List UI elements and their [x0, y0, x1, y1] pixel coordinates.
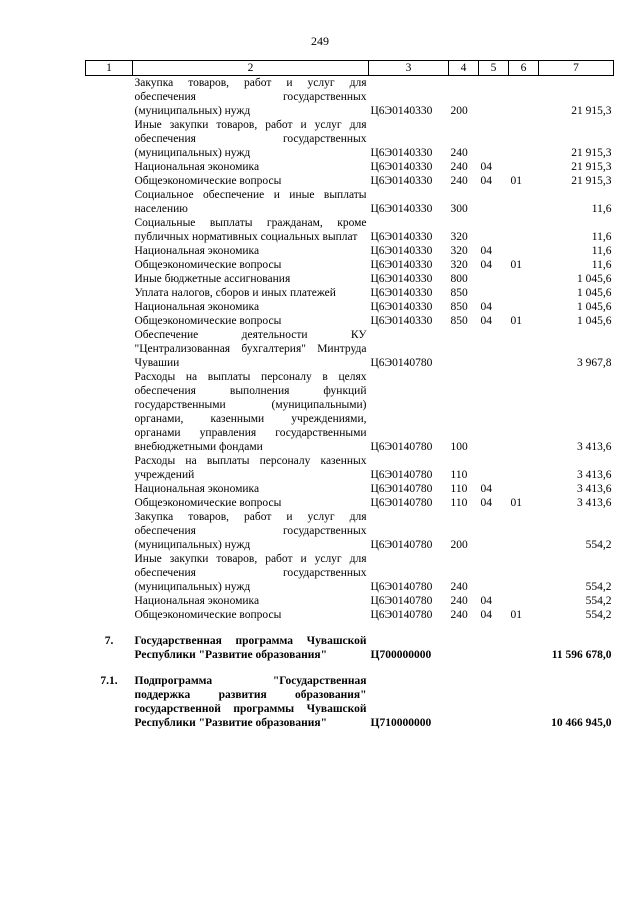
row-subsection: [509, 272, 539, 286]
row-subsection: [509, 300, 539, 314]
row-section: 04: [480, 609, 492, 621]
row-subsection: [509, 674, 539, 730]
row-name: Государственная программа Чувашской Республики "Развитие образования": [134, 635, 367, 661]
row-subsection: [509, 594, 539, 608]
row-amount: 21 915,3: [571, 105, 612, 117]
header-col-5: 5: [479, 61, 509, 76]
row-amount: 554,2: [585, 539, 612, 551]
row-expense-type: 240: [450, 175, 468, 187]
row-amount: 11 596 678,0: [551, 649, 612, 661]
row-amount: 1 045,6: [577, 301, 612, 313]
row-amount: 11,6: [591, 245, 612, 257]
table-row: [86, 244, 614, 258]
spacer-row: [86, 622, 614, 634]
row-subsection: [509, 216, 539, 244]
row-name: Национальная экономика: [134, 301, 260, 313]
table-row: [86, 300, 614, 314]
table-row: [86, 594, 614, 608]
table-row: [86, 482, 614, 496]
row-section: [479, 634, 509, 662]
table-row: [86, 510, 614, 552]
row-subsection: [509, 118, 539, 160]
row-amount: 1 045,6: [577, 273, 612, 285]
row-name: Уплата налогов, сборов и иных платежей: [134, 287, 336, 299]
table-row: [86, 76, 614, 119]
row-number: [86, 174, 133, 188]
row-amount: 21 915,3: [571, 175, 612, 187]
row-number: [86, 314, 133, 328]
row-target-code: Ц6Э0140330: [370, 203, 433, 215]
row-subsection: [509, 482, 539, 496]
row-number: [86, 552, 133, 594]
row-subsection: [509, 160, 539, 174]
row-subsection: 01: [510, 315, 522, 327]
row-subsection: [509, 76, 539, 119]
row-expense-type: 320: [450, 245, 468, 257]
row-target-code: Ц6Э0140780: [370, 609, 433, 621]
row-name: Социальные выплаты гражданам, кроме публичных нормативных социальных выплат: [134, 217, 367, 243]
page-number: 249: [311, 34, 329, 48]
row-number: [86, 370, 133, 454]
row-subsection: [509, 552, 539, 594]
row-number: 7.1.: [100, 675, 118, 687]
row-section: [479, 286, 509, 300]
row-number: [86, 272, 133, 286]
row-section: 04: [480, 301, 492, 313]
row-amount: 1 045,6: [577, 287, 612, 299]
row-amount: 1 045,6: [577, 315, 612, 327]
row-name: Общеэкономические вопросы: [134, 175, 282, 187]
row-target-code: Ц6Э0140780: [370, 539, 433, 551]
table-row: [86, 286, 614, 300]
row-number: [86, 496, 133, 510]
row-subsection: [509, 328, 539, 370]
row-expense-type: 800: [450, 273, 468, 285]
row-name: Общеэкономические вопросы: [134, 497, 282, 509]
row-name: Подпрограмма "Государственная поддержка развития образования" государственной программы Чувашской Республики "Развитие образования": [134, 675, 367, 729]
row-expense-type: 100: [450, 441, 468, 453]
row-expense-type: 320: [450, 231, 468, 243]
row-section: 04: [480, 259, 492, 271]
row-expense-type: 240: [450, 161, 468, 173]
row-target-code: Ц6Э0140330: [370, 259, 433, 271]
row-expense-type: [449, 674, 479, 730]
header-col-4: 4: [449, 61, 479, 76]
spacer-row: [86, 662, 614, 674]
table-row: [86, 674, 614, 730]
row-number: [86, 76, 133, 119]
row-amount: 3 967,8: [577, 357, 612, 369]
row-expense-type: 240: [450, 595, 468, 607]
row-section: 04: [480, 497, 492, 509]
row-section: 04: [480, 483, 492, 495]
row-number: [86, 608, 133, 622]
row-section: 04: [480, 245, 492, 257]
row-number: [86, 300, 133, 314]
row-name: Общеэкономические вопросы: [134, 259, 282, 271]
row-target-code: Ц6Э0140780: [370, 483, 433, 495]
row-number: [86, 188, 133, 216]
row-number: [86, 482, 133, 496]
table-row: [86, 272, 614, 286]
row-section: [479, 272, 509, 286]
row-name: Иные бюджетные ассигнования: [134, 273, 291, 285]
row-name: Расходы на выплаты персоналу в целях обеспечения выполнения функций государственными (муниципальными) органами, казенными учреждениями, органами управления государственными внебюджетными фондами: [134, 371, 367, 453]
row-target-code: Ц6Э0140330: [370, 301, 433, 313]
row-expense-type: 850: [450, 315, 468, 327]
row-number: [86, 258, 133, 272]
table-row: [86, 496, 614, 510]
row-subsection: [509, 510, 539, 552]
row-name: Национальная экономика: [134, 245, 260, 257]
row-number: 7.: [104, 635, 114, 647]
row-target-code: Ц6Э0140780: [370, 581, 433, 593]
row-number: [86, 510, 133, 552]
row-target-code: Ц6Э0140780: [370, 497, 433, 509]
row-target-code: Ц6Э0140330: [370, 175, 433, 187]
row-section: [479, 76, 509, 119]
row-amount: 11,6: [591, 231, 612, 243]
row-target-code: Ц6Э0140780: [370, 357, 433, 369]
row-name: Общеэкономические вопросы: [134, 609, 282, 621]
table-row: [86, 608, 614, 622]
row-expense-type: 240: [450, 147, 468, 159]
table-row: [86, 258, 614, 272]
header-col-3: 3: [369, 61, 449, 76]
row-expense-type: 110: [450, 497, 468, 509]
row-expense-type: [449, 328, 479, 370]
row-section: 04: [480, 161, 492, 173]
row-amount: 3 413,6: [577, 497, 612, 509]
row-subsection: 01: [510, 175, 522, 187]
row-number: [86, 286, 133, 300]
table-row: [86, 370, 614, 454]
row-target-code: Ц6Э0140780: [370, 441, 433, 453]
row-amount: 554,2: [585, 581, 612, 593]
table-row: [86, 160, 614, 174]
header-col-2: 2: [133, 61, 369, 76]
row-subsection: 01: [510, 259, 522, 271]
row-target-code: Ц6Э0140330: [370, 105, 433, 117]
row-number: [86, 328, 133, 370]
header-col-6: 6: [509, 61, 539, 76]
table-row: [86, 118, 614, 160]
row-amount: 11,6: [591, 259, 612, 271]
row-section: 04: [480, 595, 492, 607]
row-expense-type: 240: [450, 609, 468, 621]
row-subsection: [509, 244, 539, 258]
table-row: [86, 634, 614, 662]
row-number: [86, 244, 133, 258]
row-amount: 3 413,6: [577, 469, 612, 481]
row-target-code: Ц6Э0140780: [370, 595, 433, 607]
row-section: 04: [480, 175, 492, 187]
table-row: [86, 174, 614, 188]
row-name: Расходы на выплаты персоналу казенных учреждений: [134, 455, 367, 481]
row-expense-type: [449, 634, 479, 662]
row-target-code: Ц710000000: [370, 717, 432, 729]
row-name: Национальная экономика: [134, 483, 260, 495]
row-section: [479, 674, 509, 730]
row-amount: 21 915,3: [571, 147, 612, 159]
row-expense-type: 110: [450, 469, 468, 481]
row-expense-type: 850: [450, 287, 468, 299]
row-section: [479, 510, 509, 552]
header-col-7: 7: [539, 61, 614, 76]
row-amount: 11,6: [591, 203, 612, 215]
row-target-code: Ц6Э0140330: [370, 287, 433, 299]
row-name: Иные закупки товаров, работ и услуг для обеспечения государственных (муниципальных) нужд: [134, 553, 367, 593]
row-section: [479, 118, 509, 160]
row-target-code: Ц6Э0140330: [370, 147, 433, 159]
row-amount: 554,2: [585, 595, 612, 607]
row-target-code: Ц6Э0140330: [370, 315, 433, 327]
table-row: [86, 328, 614, 370]
table-row: [86, 454, 614, 482]
table-row: [86, 552, 614, 594]
row-name: Обеспечение деятельности КУ "Централизованная бухгалтерия" Минтруда Чувашии: [134, 329, 367, 369]
row-expense-type: 240: [450, 581, 468, 593]
row-amount: 3 413,6: [577, 441, 612, 453]
row-section: [479, 370, 509, 454]
row-section: 04: [480, 315, 492, 327]
row-target-code: Ц6Э0140330: [370, 273, 433, 285]
row-expense-type: 850: [450, 301, 468, 313]
row-section: [479, 552, 509, 594]
table-body: [86, 76, 614, 731]
table-header: [86, 61, 614, 76]
row-name: Национальная экономика: [134, 595, 260, 607]
row-amount: 21 915,3: [571, 161, 612, 173]
row-name: Закупка товаров, работ и услуг для обеспечения государственных (муниципальных) нужд: [134, 511, 367, 551]
row-number: [86, 118, 133, 160]
row-target-code: Ц6Э0140330: [370, 161, 433, 173]
row-target-code: Ц700000000: [370, 649, 432, 661]
row-name: Закупка товаров, работ и услуг для обеспечения государственных (муниципальных) нужд: [134, 77, 367, 117]
row-number: [86, 160, 133, 174]
row-amount: 554,2: [585, 609, 612, 621]
row-subsection: [509, 634, 539, 662]
row-name: Национальная экономика: [134, 161, 260, 173]
row-number: [86, 216, 133, 244]
row-expense-type: 110: [450, 483, 468, 495]
row-subsection: [509, 454, 539, 482]
row-section: [479, 188, 509, 216]
row-name: Общеэкономические вопросы: [134, 315, 282, 327]
row-expense-type: 320: [450, 259, 468, 271]
row-subsection: [509, 370, 539, 454]
row-subsection: 01: [510, 497, 522, 509]
row-number: [86, 594, 133, 608]
row-subsection: 01: [510, 609, 522, 621]
row-expense-type: 200: [450, 539, 468, 551]
row-expense-type: 300: [450, 203, 468, 215]
row-name: Иные закупки товаров, работ и услуг для обеспечения государственных (муниципальных) нужд: [134, 119, 367, 159]
table-row: [86, 216, 614, 244]
table-row: [86, 314, 614, 328]
row-section: [479, 328, 509, 370]
row-target-code: Ц6Э0140330: [370, 231, 433, 243]
row-target-code: Ц6Э0140780: [370, 469, 433, 481]
header-col-1: 1: [86, 61, 133, 76]
row-amount: 10 466 945,0: [551, 717, 612, 729]
row-section: [479, 454, 509, 482]
row-amount: 3 413,6: [577, 483, 612, 495]
table-row: [86, 188, 614, 216]
row-subsection: [509, 286, 539, 300]
row-target-code: Ц6Э0140330: [370, 245, 433, 257]
row-number: [86, 454, 133, 482]
row-expense-type: 200: [450, 105, 468, 117]
row-name: Социальное обеспечение и иные выплаты населению: [134, 189, 367, 215]
budget-table: [85, 60, 614, 730]
row-subsection: [509, 188, 539, 216]
row-section: [479, 216, 509, 244]
